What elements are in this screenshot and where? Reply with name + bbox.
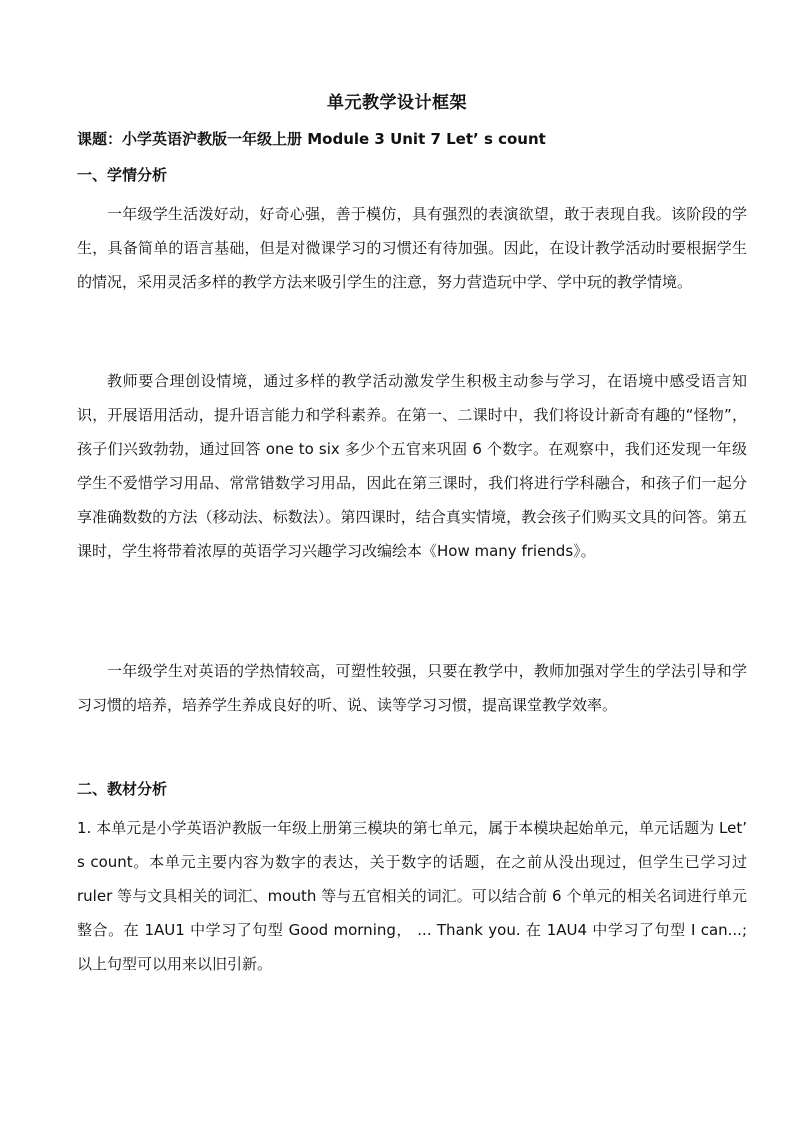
document-title: 单元教学设计框架 xyxy=(327,93,467,113)
paragraph: 一年级学生活泼好动，好奇心强，善于模仿，具有强烈的表演欲望，敢于表现自我。该阶段的学生，具备简单的语言基础，但是对微课学习的习惯还有待加强。因此，在设计教学活动时要根据学生的情况，采用灵活多样的教学方法来吸引学生的注意，努力营造玩中学、学中玩的教学情境。 xyxy=(77,205,747,291)
course-title: 课题：小学英语沪教版一年级上册 Module 3 Unit 7 Let’ s count xyxy=(77,130,546,148)
section-heading-learner-analysis: 一、学情分析 xyxy=(77,166,168,184)
paragraph: 教师要合理创设情境，通过多样的教学活动激发学生积极主动参与学习，在语境中感受语言知识，开展语用活动，提升语言能力和学科素养。在第一、二课时中，我们将设计新奇有趣的“怪物”，孩子们兴致勃勃，通过回答 one to six 多少个五官来巩固 6 个数字。在观察中，我们还发现一年级学生不爱惜学习用品、常常错数学习用品，因此在第三课时，我们将进行学科融合，和孩子们一起分享准确数数的方法（移动法、标数法）。第四课时，结合真实情境，教会孩子们购买文具的问答。第五课时，学生将带着浓厚的英语学习兴趣学习改编绘本《How many friends》。 xyxy=(77,372,747,560)
paragraph: 一年级学生对英语的学热情较高，可塑性较强，只要在教学中，教师加强对学生的学法引导和学习习惯的培养，培养学生养成良好的听、说、读等学习习惯，提高课堂教学效率。 xyxy=(77,662,747,714)
section-heading-material-analysis: 二、教材分析 xyxy=(77,780,168,798)
paragraph: 1. 本单元是小学英语沪教版一年级上册第三模块的第七单元，属于本模块起始单元，单元话题为 Let’ s count。本单元主要内容为数字的表达，关于数字的话题，在之前从没出现过，但学生已学习过 ruler 等与文具相关的词汇、mouth 等与五官相关的词汇。可以结合前 6 个单元的相关名词进行单元整合。在 1AU1 中学习了句型 Good morning， ... Thank you. 在 1AU4 中学习了句型 I can...; 以上句型可以用来以旧引新。 xyxy=(77,819,747,973)
